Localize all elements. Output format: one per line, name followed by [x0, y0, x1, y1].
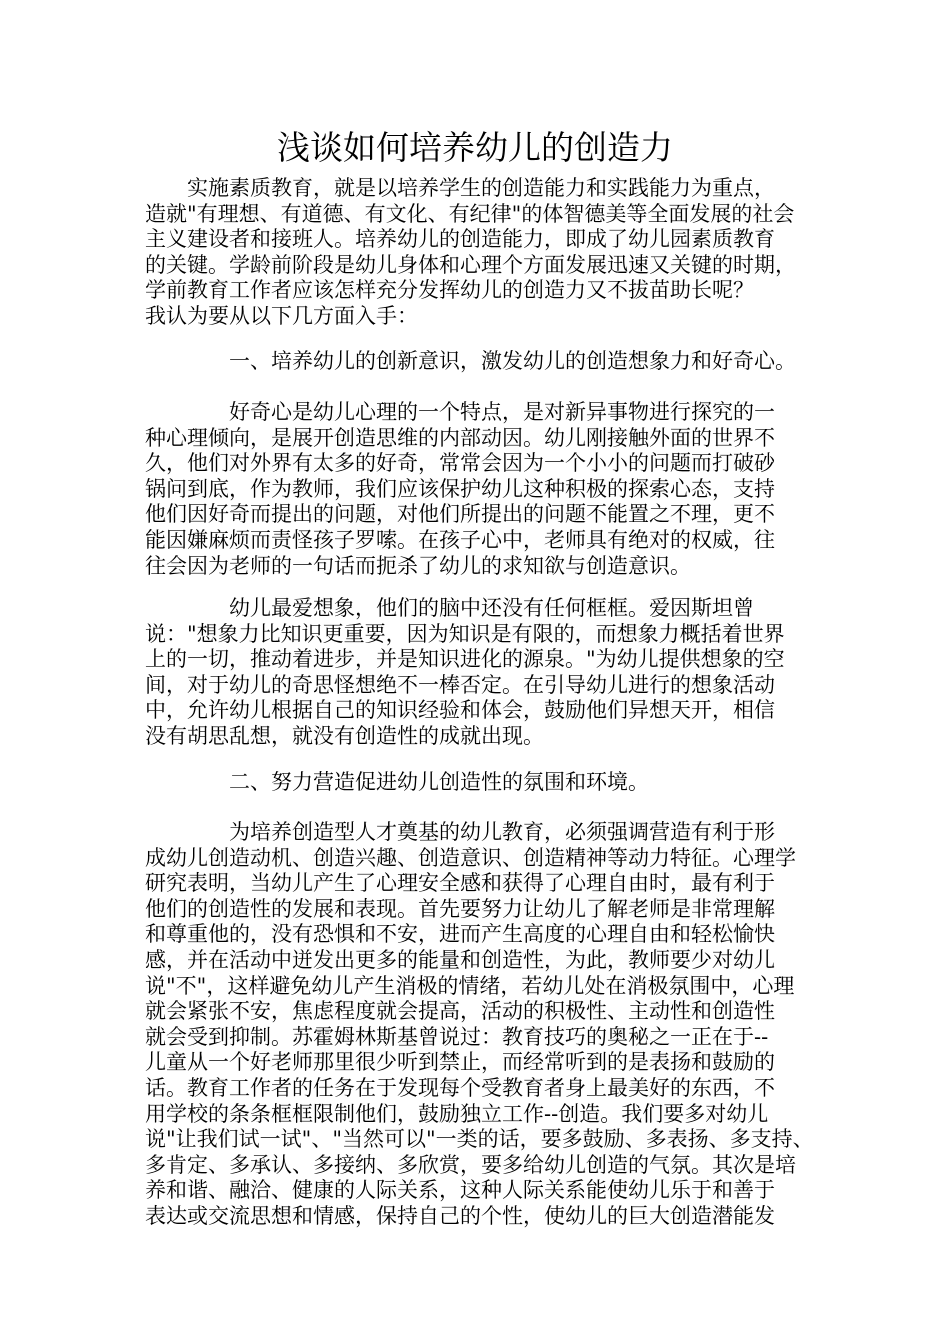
text-line: 和尊重他的，没有恐惧和不安，进而产生高度的心理自由和轻松愉快 [145, 922, 775, 947]
text-line: 表达或交流思想和情感，保持自己的个性，使幼儿的巨大创造潜能发 [145, 1203, 775, 1228]
text-line: 造就"有理想、有道德、有文化、有纪律"的体智德美等全面发展的社会 [145, 201, 795, 226]
text-line: 往会因为老师的一句话而扼杀了幼儿的求知欲与创造意识。 [145, 553, 691, 578]
text-line: 的关键。学龄前阶段是幼儿身体和心理个方面发展迅速又关键的时期， [145, 252, 796, 277]
text-line: 上的一切，推动着进步，并是知识进化的源泉。"为幼儿提供想象的空 [145, 647, 785, 672]
text-line: 儿童从一个好老师那里很少听到禁止，而经常听到的是表扬和鼓励的 [145, 1050, 775, 1075]
text-line: 用学校的条条框框限制他们，鼓励独立工作--创造。我们要多对幼儿 [145, 1101, 769, 1126]
text-line: 就会紧张不安，焦虑程度就会提高，活动的积极性、主动性和创造性 [145, 999, 775, 1024]
text-line: 养和谐、融洽、健康的人际关系，这种人际关系能使幼儿乐于和善于 [145, 1178, 775, 1203]
text-line: 感，并在活动中迸发出更多的能量和创造性，为此，教师要少对幼儿 [145, 947, 775, 972]
text-line: 他们的创造性的发展和表现。首先要努力让幼儿了解老师是非常理解 [145, 896, 775, 921]
text-line: 久，他们对外界有太多的好奇，常常会因为一个小小的问题而打破砂 [145, 451, 775, 476]
section-heading-2: 二、努力营造促进幼儿创造性的氛围和环境。 [145, 770, 649, 794]
text-line: 话。教育工作者的任务在于发现每个受教育者身上最美好的东西，不 [145, 1075, 775, 1100]
paragraph-environment [145, 820, 815, 1230]
text-line: 研究表明，当幼儿产生了心理安全感和获得了心理自由时，最有利于 [145, 871, 775, 896]
text-line: 为培养创造型人才奠基的幼儿教育，必须强调营造有利于形 [145, 820, 775, 844]
text-line: 多肯定、多承认、多接纳、多欣赏，要多给幼儿创造的气氛。其次是培 [145, 1152, 796, 1177]
text-line: 实施素质教育，就是以培养学生的创造能力和实践能力为重点， [145, 176, 775, 200]
text-line: 说"让我们试一试"、"当然可以"一类的话，要多鼓励、多表扬、多支持、 [145, 1127, 814, 1152]
section-heading-1: 一、培养幼儿的创新意识，激发幼儿的创造想象力和好奇心。 [145, 349, 796, 373]
text-line: 学前教育工作者应该怎样充分发挥幼儿的创造力又不拔苗助长呢？ [145, 278, 754, 303]
paragraph-imagination [145, 596, 815, 750]
text-line: 幼儿最爱想象，他们的脑中还没有任何框框。爱因斯坦曾 [145, 596, 754, 620]
text-line: 能因嫌麻烦而责怪孩子罗嗦。在孩子心中，老师具有绝对的权威，往 [145, 527, 775, 552]
intro-paragraph [145, 176, 815, 330]
text-line: 我认为要从以下几方面入手： [145, 303, 418, 328]
text-line: 种心理倾向，是展开创造思维的内部动因。幼儿刚接触外面的世界不 [145, 425, 775, 450]
text-line: 就会受到抑制。苏霍姆林斯基曾说过：教育技巧的奥秘之一正在于-- [145, 1024, 769, 1049]
text-line: 他们因好奇而提出的问题，对他们所提出的问题不能置之不理，更不 [145, 502, 775, 527]
text-line: 间，对于幼儿的奇思怪想绝不一棒否定。在引导幼儿进行的想象活动 [145, 672, 775, 697]
document-title: 浅谈如何培养幼儿的创造力 [277, 128, 673, 167]
text-line: 锅问到底，作为教师，我们应该保护幼儿这种积极的探索心态，支持 [145, 476, 775, 501]
text-line: 主义建设者和接班人。培养幼儿的创造能力，即成了幼儿园素质教育 [145, 227, 775, 252]
text-line: 好奇心是幼儿心理的一个特点，是对新异事物进行探究的一 [145, 400, 775, 424]
text-line: 成幼儿创造动机、创造兴趣、创造意识、创造精神等动力特征。心理学 [145, 845, 796, 870]
paragraph-curiosity [145, 400, 815, 579]
text-line: 中，允许幼儿根据自己的知识经验和体会，鼓励他们异想天开，相信 [145, 698, 775, 723]
text-line: 没有胡思乱想，就没有创造性的成就出现。 [145, 723, 544, 748]
text-line: 说："想象力比知识更重要，因为知识是有限的，而想象力概括着世界 [145, 621, 785, 646]
text-line: 说"不"，这样避免幼儿产生消极的情绪，若幼儿处在消极氛围中，心理 [145, 973, 795, 998]
